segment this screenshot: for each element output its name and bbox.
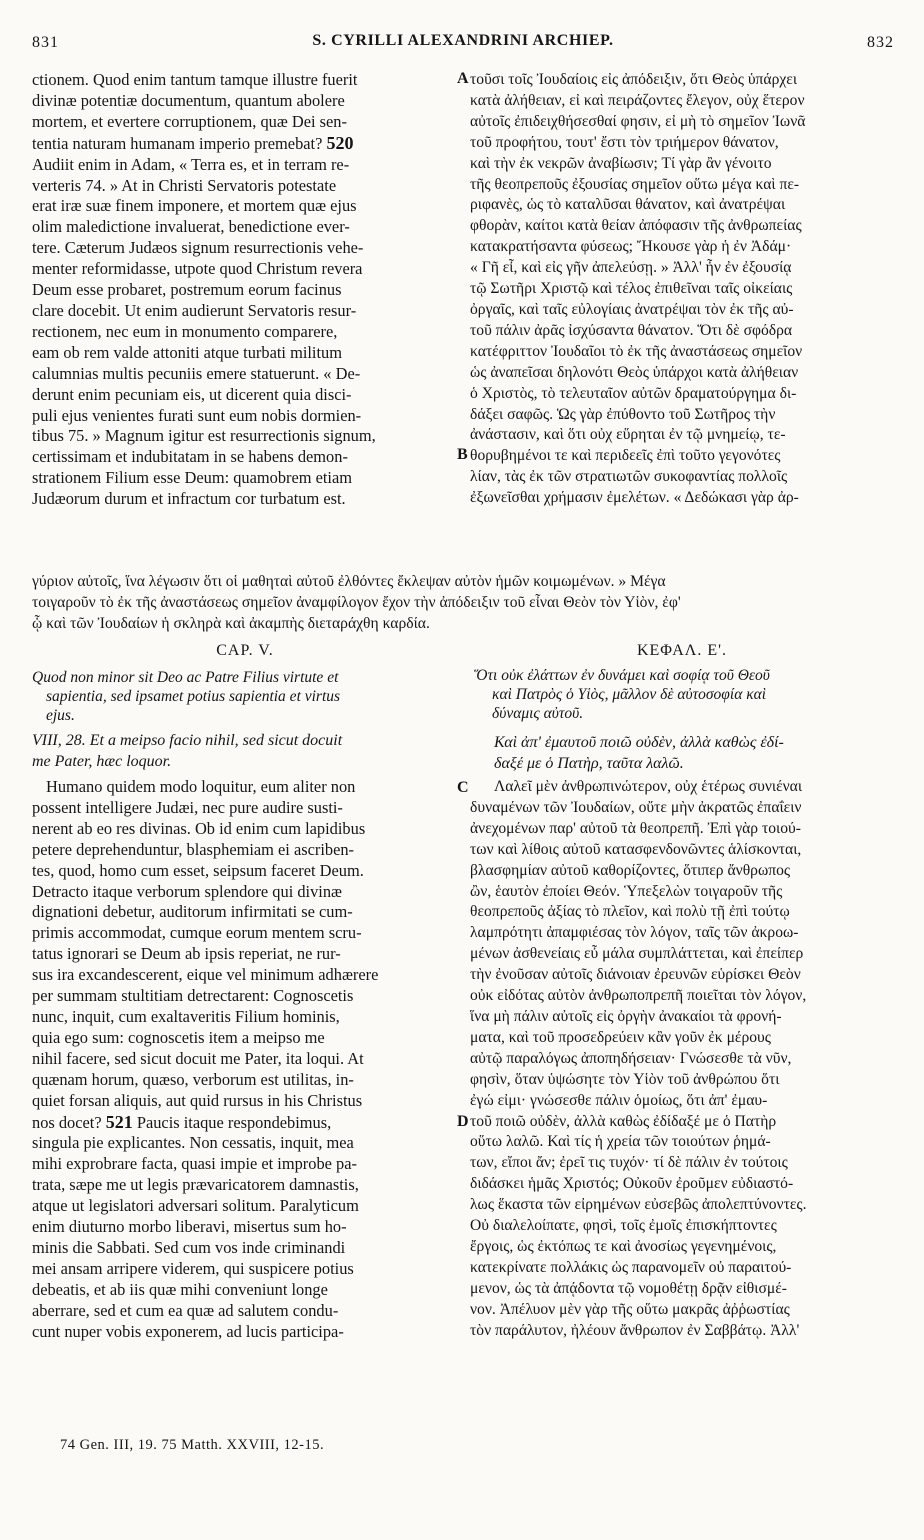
text-line: ὡς ἀναπεῖσαι δηλονότι Θεὸς ὑπάρχοι κατὰ ἀλήθειαν: [470, 363, 799, 381]
text-line: quiet forsan aliquis, aut quid rursus in his Christus: [32, 1090, 363, 1110]
text-line: Deum esse probaret, postremum eorum facinus: [32, 280, 342, 300]
text-line: φησὶν, ὅταν ὑψώσητε τὸν Υἱὸν τοῦ ἀνθρώπου ὅτι: [470, 1070, 780, 1088]
text-line: nunc, inquit, cum exaltaveritis Filium hominis,: [32, 1006, 340, 1026]
text-line: αὐτῷ παραλόγως ἀποπηδήσειαν· Γνώσεσθε τὰ νῦν,: [470, 1049, 792, 1067]
text-line: τοῦ ποιῶ οὐδὲν, ἀλλὰ καθὼς ἐδίδαξέ με ὁ Πατὴρ: [470, 1112, 777, 1130]
text-line: θεοπρεποῦς ἀξίας τὸ πλεῖον, καὶ πολὺ τῇ ἐπὶ τούτῳ: [470, 903, 790, 921]
text-line: trata, sæpe me ut legis prævaricatorem damnastis,: [32, 1175, 359, 1195]
inline-page-number: 521: [105, 1111, 133, 1132]
text-line: nerent ab eo res divinas. Ob id enim cum lapidibus: [32, 818, 366, 838]
text-line: possent intelligere Judæi, nec pure audire susti-: [32, 797, 343, 817]
text-line: atque ut legislatori adversari solitum. Paralyticum: [32, 1196, 359, 1216]
text-line: verteris 74. » At in Christi Servatoris potestate: [32, 175, 337, 195]
text-line: δύναμις αὐτοῦ.: [492, 705, 584, 722]
text-line: τὴν ἐνοῦσαν αὐτοῖς διάνοιαν ἐρευνῶν εὑρίσκει Θεὸν: [470, 966, 801, 984]
text-line: κατεκρίνατε πολλάκις ὡς παρανομεῖν οὐ παραιτού-: [470, 1258, 792, 1276]
text-line: Καὶ ἀπ' ἐμαυτοῦ ποιῶ οὐδὲν, ἀλλὰ καθὼς ἐδί-: [494, 734, 784, 751]
text-line: λως ἕκαστα τῶν εἰρημένων εὐσεβῶς ἀπολεπτύνοντες.: [470, 1196, 807, 1214]
text-line: οὐκ εἰδότας αὐτὸν ἀνθρωποπρεπῆ ποιεῖται τὸν λόγον,: [470, 987, 807, 1005]
text-line: ριφανὲς, ὡς τὸ καταλῦσαι θάνατον, καὶ ἀνατρέψαι: [470, 196, 786, 214]
text-line: διδάσκει ἡμᾶς Χριστός; Οὐκοῦν ἐροῦμεν εὐδιαστό-: [470, 1175, 794, 1193]
text-line: λίαν, τὰς ἐκ τῶν στρατιωτῶν συκοφαντίας πολλοῖς: [470, 468, 788, 486]
text-line: λαμπρότητι ἀπαμφιέσας τὸν λόγον, ταῖς τῶν ἀκροω-: [470, 924, 799, 942]
text-line: ὀργαῖς, καὶ ταῖς εὐλογίαις ἀνατρέψαι τὸν ἐκ τῆς αὐ-: [470, 300, 794, 318]
text-line: ἔργοις, ὡς ἐκτόπως τε καὶ ἀνοσίως γεγενημένοις,: [470, 1237, 777, 1255]
text-line: Detracto itaque verborum splendore qui divinæ: [32, 881, 342, 901]
text-line: ὁ Χριστὸς, τὸ τελευταῖον αὐτῶν δραματούργημα δι-: [470, 384, 797, 402]
text-line: τοῦσι τοῖς Ἰουδαίοις εἰς ἀπόδειξιν, ὅτι Θεὸς ὑπάρχει: [470, 71, 798, 88]
text-line: calumnias multis pecuniis emere statuerunt. « De-: [32, 363, 361, 383]
text-line: petere deprehenduntur, blasphemiam ei ascriben-: [32, 839, 355, 859]
footnotes: 74 Gen. III, 19. 75 Matth. XXVIII, 12-15.: [60, 1437, 325, 1453]
margin-letter-a: A: [457, 70, 469, 87]
text-line: olim maledictione invaluerat, benedictione ever-: [32, 217, 350, 237]
text-line: primis accommodat, cumque eorum mentem scru-: [32, 923, 362, 943]
text-line: ctionem. Quod enim tantum tamque illustre fuerit: [32, 70, 358, 89]
page-number-left: 831: [32, 34, 59, 51]
text-line: ματα, καὶ τοῦ προσεδρεύειν κἂν γοῦν ἐκ μέρους: [470, 1028, 771, 1046]
text-line: quia ego sum: cognoscetis item a meipso me: [32, 1027, 325, 1047]
text-line: clare docebit. Ut enim audierunt Servatoris resur-: [32, 300, 357, 320]
text-line: ὢν, ἑαυτὸν ἐποίει Θεόν. Ὑπεξελὼν τοιγαροῦν τῆς: [470, 882, 783, 900]
text-line: Judæorum durum et infractum cor turbatum est.: [32, 489, 346, 509]
text-line: Ὅτι οὐκ ἐλάττων ἐν δυνάμει καὶ σοφίᾳ τοῦ Θεοῦ: [474, 667, 770, 684]
text-line: cunt nuper vobis exponerem, ad lucis participa-: [32, 1321, 344, 1341]
text-line: ἐγώ εἰμι· γνώσεσθε πάλιν ὁμοίως, ὅτι ἀπ' ἐμαυ-: [470, 1091, 768, 1109]
inline-page-number: 520: [326, 132, 354, 153]
running-title: S. CYRILLI ALEXANDRINI ARCHIEP.: [312, 32, 614, 49]
text-line: τοιγαροῦν τὸ ἐκ τῆς ἀναστάσεως σημεῖον ἀναμφίλογον ἔχον τὴν ἀπόδειξιν τοῦ εἶναι Θεὸν τὸν Υἱὸν, ἐφ': [32, 593, 681, 611]
margin-letter-b: B: [457, 446, 468, 463]
text-line: Quod non minor sit Deo ac Patre Filius virtute et: [32, 669, 339, 686]
page-header: [32, 32, 894, 58]
text-line: δαξέ με ὁ Πατὴρ, ταῦτα λαλῶ.: [494, 755, 684, 772]
text-line: « Γῆ εἶ, καὶ εἰς γῆν ἀπελεύσῃ. » Ἀλλ' ἦν ἐν ἐξουσίᾳ: [470, 259, 792, 277]
text-line: φθορὰν, καίτοι κατὰ θείαν ἀπόφασιν τῆς ἀνθρωπείας: [470, 217, 802, 235]
text-line: τοῦ προφήτου, τουτ' ἔστι τὸν τριήμερον θάνατον,: [470, 133, 779, 151]
text-line: nihil facere, sed sicut docuit me Pater, ita loqui. At: [32, 1048, 364, 1068]
latin-column-body: [32, 777, 458, 1342]
text-line: puli ejus venientes furati sunt eum nobis dormien-: [32, 405, 362, 425]
text-line: ejus.: [46, 707, 75, 724]
text-line: των, εἴποι ἄν; ἐρεῖ τις τυχόν· τί δὲ πάλιν ἐν τούτοις: [470, 1154, 788, 1172]
greek-column-body: [470, 777, 894, 1341]
text-line: dignationi debetur, auditorum infirmitati se cum-: [32, 902, 353, 922]
text-line: ἀνάστασιν, καὶ ὅτι οὐχ εὕρηται ἐν τῷ μνημείῳ, τε-: [470, 426, 786, 444]
text-line: κατακρατήσαντα φύσεως; Ἤκουσε γὰρ ἡ ἐν Ἀδάμ·: [470, 238, 792, 256]
text-line: certissimam et indubitatam in se habens demon-: [32, 447, 348, 467]
text-line: των καὶ λίθοις αὐτοῦ κατασφενδονῶντες ἁλίσκονται,: [470, 840, 802, 858]
text-line: θορυβημένοι τε καὶ περιδεεῖς ἐπὶ τοῦτο γεγονότες: [470, 447, 781, 465]
text-line: sapientia, sed ipsamet potius sapientia et virtus: [46, 688, 341, 705]
text-line: δάξει σαφῶς. Ὡς γὰρ ἐπύθοντο τοῦ Σωτῆρος τὴν: [470, 405, 776, 423]
text-line: divinæ potentiæ documentum, quantum abolere: [32, 90, 345, 110]
latin-verse: [32, 730, 458, 772]
text-line: Humano quidem modo loquitur, eum aliter non: [46, 777, 356, 796]
text-line: menter reformidasse, utpote quod Christum revera: [32, 259, 363, 279]
greek-chapter-heading: ΚΕΦΑΛ. Ε'.: [636, 642, 728, 659]
text-line: enim diuturno morbo liberavi, misertus sum ho-: [32, 1217, 347, 1237]
text-line: me Pater, hæc loquor.: [32, 753, 172, 770]
text-line: τῆς θεοπρεποῦς ἐξουσίας σημεῖον οὕτω μέγα καὶ πε-: [470, 175, 800, 193]
text-line: quænam horum, quæso, verborum est utilitas, in-: [32, 1069, 354, 1089]
text-line: mortem, et evertere corruptionem, quæ Dei sen-: [32, 111, 347, 131]
text-line: tibus 75. » Magnum igitur est resurrectionis signum,: [32, 426, 376, 446]
latin-column-top: [32, 70, 458, 510]
greek-full-width: [32, 572, 894, 635]
text-line: ἵνα μὴ πάλιν αὐτοῖς εἰς ὀργὴν ἀνακαίοι τὰ φρονή-: [470, 1007, 782, 1025]
text-line: Audiit enim in Adam, « Terra es, et in terram re-: [32, 154, 350, 174]
text-line: aberrare, sed et cum ea quæ ad salutem condu-: [32, 1300, 339, 1320]
text-line: nos docet? 521 Paucis itaque respondebimus,: [32, 1111, 332, 1132]
text-line: tentia naturam humanam imperio premebat? 520: [32, 132, 354, 153]
text-line: tere. Cæterum Judæos signum resurrectionis vehe-: [32, 238, 364, 258]
text-line: κατὰ ἀλήθειαν, εἰ καὶ πειράζοντες ἔλεγον, οὐχ ἕτερον: [470, 91, 805, 109]
text-line: τῷ Σωτῆρι Χριστῷ καὶ τέλος ἐπιθεῖναι ταῖς οἰκείαις: [470, 280, 793, 298]
text-line: per summam stultitiam detrectarent: Cognoscetis: [32, 986, 354, 1006]
text-line: τὸν παράλυτον, ἠλέουν ἄνθρωπον ἐν Σαββάτῳ. Ἀλλ': [470, 1321, 800, 1339]
text-line: eam ob rem valde attoniti atque turbati militum: [32, 342, 342, 362]
text-line: οὕτω λαλῶ. Καὶ τίς ἡ χρεία τῶν τοιούτων ῥημά-: [470, 1133, 771, 1151]
text-line: strationem Filium esse Deum: quamobrem etiam: [32, 468, 353, 488]
margin-letter-d: D: [457, 1113, 469, 1130]
text-line: κατέφριττον Ἰουδαῖοι τὸ ἐκ τῆς ἀναστάσεως σημεῖον: [470, 342, 803, 360]
latin-chapter-title: [32, 668, 458, 725]
text-line: mihi exprobrare facta, quasi impie et improbe pa-: [32, 1154, 357, 1174]
text-line: τοῦ πάλιν ἀρᾶς ἰσχύσαντα θάνατον. Ὅτι δὲ σφόδρα: [470, 321, 793, 339]
text-line: derunt enim pecuniam eis, ut dicerent quia disci-: [32, 384, 352, 404]
page-number-right: 832: [867, 34, 894, 51]
text-line: μενον, ὡς τὰ ἀπᾴδοντα τῷ νομοθέτῃ δρᾷν εἰθισμέ-: [470, 1279, 787, 1297]
text-line: debeatis, et ab iis quæ mihi conveniunt longe: [32, 1279, 328, 1299]
text-line: αὐτοῖς ἐπιδειχθήσεσθαί φησιν, εἰ μὴ τὸ σημεῖον Ἰωνᾶ: [470, 112, 806, 130]
text-line: μένων ἀσθενείαις εὖ μάλα συμπλάττεται, καὶ ἐπείπερ: [470, 945, 804, 963]
text-line: γύριον αὐτοῖς, ἵνα λέγωσιν ὅτι οἱ μαθηταὶ αὐτοῦ ἐλθόντες ἔκλεψαν αὐτὸν ἡμῶν κοιμωμένων. » Μέγα: [32, 573, 666, 590]
text-line: minis die Sabbati. Sed cum vos inde criminandi: [32, 1237, 346, 1257]
text-line: ᾧ καὶ τῶν Ἰουδαίων ἡ σκληρὰ καὶ ἀκαμπὴς διεταράχθη καρδία.: [32, 614, 430, 632]
text-line: sus ira excandescerent, eique vel minimum adhærere: [32, 965, 379, 985]
text-line: mei ansam arripere viderem, qui suspicere potius: [32, 1258, 354, 1278]
text-line: Λαλεῖ μὲν ἀνθρωπινώτερον, οὐχ ἑτέρως συνιέναι: [494, 778, 803, 795]
text-line: ἐξωνεῖσθαι χρήμασιν ἐμελέτων. « Δεδώκασι γὰρ ἀρ-: [470, 489, 799, 507]
text-line: Οὐ διαλελοίπατε, φησὶ, τοῖς ἐμοῖς ἐπισκήπτοντες: [470, 1217, 777, 1235]
greek-chapter-title: [474, 666, 894, 723]
greek-verse: [494, 732, 894, 774]
text-line: tes, quod, homo cum esset, seipsum faceret Deum.: [32, 860, 364, 880]
text-line: καὶ Πατρὸς ὁ Υἱὸς, μᾶλλον δὲ αὐτοσοφία καὶ: [492, 686, 767, 703]
margin-letter-c: C: [457, 779, 469, 796]
text-line: βλασφημίαν αὐτοῦ καθορίζοντες, ὅτιπερ ἄνθρωπος: [470, 861, 791, 879]
text-line: rectionem, nec eum in monumento comparere,: [32, 321, 338, 341]
latin-chapter-heading: CAP. V.: [216, 642, 274, 659]
text-line: singula pie explicantes. Non cessatis, inquit, mea: [32, 1133, 354, 1153]
text-line: καὶ τὴν ἐκ νεκρῶν ἀναβίωσιν; Τί γὰρ ἂν γένοιτο: [470, 154, 772, 172]
text-line: νον. Ἀπέλυον μὲν γὰρ τῆς οὕτω μακρᾶς ἀῤῥωστίας: [470, 1300, 790, 1318]
text-line: VIII, 28. Et a meipso facio nihil, sed sicut docuit: [32, 732, 343, 749]
text-line: tatus ignorari se Deum ab ipsis reperiat, ne rur-: [32, 944, 341, 964]
text-line: erat iræ suæ finem imponere, et mortem quæ ejus: [32, 196, 357, 216]
text-line: δυναμένων τῶν Ἰουδαίων, οὔτε μὴν ἀκρατῶς ἐπαΐειν: [470, 798, 802, 816]
text-line: ἀνεχομένων παρ' αὐτοῦ τὰ θεοπρεπῆ. Ἐπὶ γὰρ τοιού-: [470, 819, 801, 837]
greek-column-top: [470, 70, 894, 509]
